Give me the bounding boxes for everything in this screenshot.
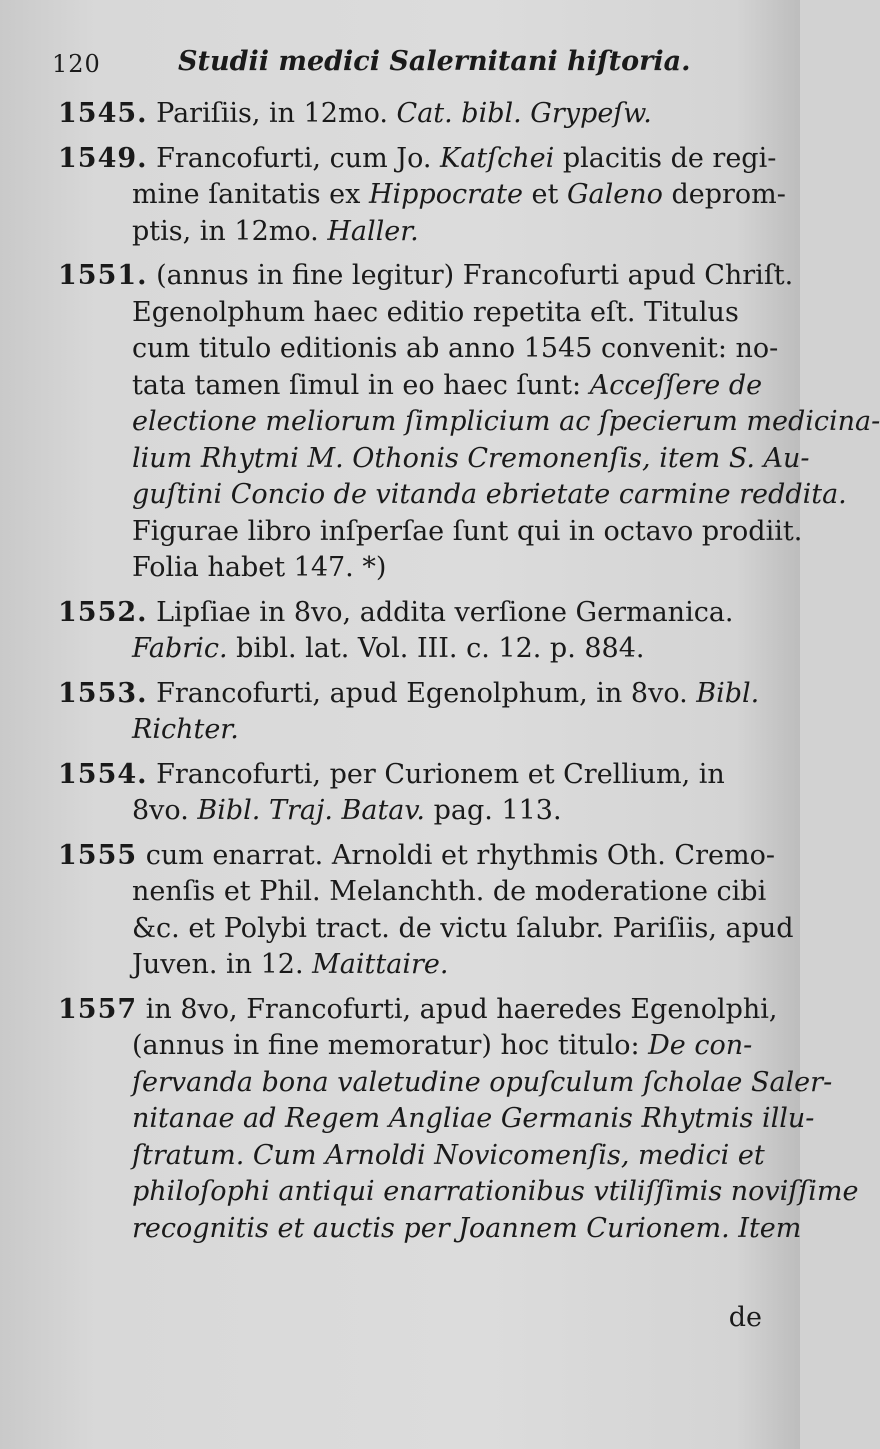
text-run: in 8vo, Francofurti, apud haeredes Egenolphi, [137,993,778,1025]
entry-line [58,1211,802,1248]
text-run: mine ſanitatis ex [132,179,369,210]
bibliography-entry [58,96,748,133]
text-run: (annus in fine memoratur) hoc titulo: [132,1030,649,1061]
italic-text: Maittaire. [312,949,449,980]
entry-year: 1551. [58,260,148,291]
entry-line [58,295,748,332]
text-run: Francofurti, cum Jo. [147,142,441,174]
entry-line [58,550,748,587]
italic-text: philoſophi antiqui enarrationibus vtiliſſimis noviſſime [132,1176,859,1207]
entry-line [58,631,748,668]
italic-text: Hippocrate [368,179,523,210]
text-run: Juven. in 12. [132,949,313,980]
entry-line [58,793,748,830]
text-run: Francofurti, apud Egenolphum, in 8vo. [147,677,697,709]
entry-line [58,947,748,984]
italic-text: De con- [648,1030,753,1061]
text-run: cum titulo editionis ab anno 1545 convenit: no- [132,333,779,364]
entry-year: 1553. [58,677,148,709]
italic-text: ſtratum. Cum Arnoldi Novicomenſis, medici et [132,1139,765,1171]
entry-line [58,441,810,478]
text-run: placitis de regi- [554,142,777,174]
entry-line [58,477,847,514]
text-run: cum enarrat. Arnoldi et rhythmis Oth. Cremo- [137,839,775,871]
text-run: ptis, in 12mo. [132,215,328,247]
text-run: pag. 113. [425,795,562,826]
italic-text: Bibl. Traj. Batav. [197,795,426,826]
bibliography-entry [58,258,880,587]
entry-line [58,404,880,441]
text-run: Egenolphum haec editio repetita eſt. Titulus [132,296,739,328]
italic-text: Acceſſere de [589,369,763,401]
page-number: 120 [52,50,101,78]
text-run: (annus in fine legitur) Francofurti apud Chriſt. [147,260,794,291]
entry-year: 1549. [58,142,148,174]
entry-line [58,712,748,749]
running-title: Studii medici Salernitani hiſtoria. [178,46,691,77]
entry-line [58,141,777,178]
bibliography-entry [58,595,748,668]
text-run: Pariſiis, in 12mo. [147,98,397,129]
entry-line [58,911,794,948]
entry-line [58,595,748,632]
entry-year: 1554. [58,758,148,790]
catchword: de [728,1302,762,1333]
italic-text: Haller. [327,215,419,247]
entry-line [58,874,767,911]
entry-line [58,992,778,1029]
text-run: nenſis et Phil. Melanchth. de moderatione cibi [132,876,767,907]
entry-line [58,368,763,405]
page-header [52,44,760,84]
bibliography-entries [58,96,880,1255]
entry-year: 1555 [58,839,138,871]
entry-line [58,331,779,368]
italic-text: nitanae ad Regem Angliae Germanis Rhytmis illu- [132,1103,815,1134]
text-run: &c. et Polybi tract. de victu ſalubr. Pariſiis, apud [132,912,794,944]
bibliography-entry [58,676,760,749]
bibliography-entry [58,992,859,1248]
entry-line [58,1138,765,1175]
entry-year: 1552. [58,596,148,628]
italic-text: Fabric. [132,633,228,664]
italic-text: recognitis et auctis per Joannem Curionem. Item [132,1212,802,1244]
text-run: Figurae libro inſperſae ſunt qui in octavo prodiit. [132,515,803,547]
italic-text: guſtini Concio de vitanda ebrietate carmine reddita. [132,479,847,510]
italic-text: Katſchei [440,142,555,174]
text-run: et [522,179,567,210]
italic-text: Galeno [566,179,663,210]
entry-line [58,514,803,551]
bibliography-entry [58,838,794,984]
text-run: Folia habet 147. *) [132,552,387,583]
entry-line [58,757,748,794]
bibliography-entry [58,141,786,251]
entry-year: 1545. [58,98,148,129]
entry-year: 1557 [58,993,138,1025]
entry-line [58,214,748,251]
entry-line [58,1028,753,1065]
entry-line [58,1174,859,1211]
entry-line [58,1101,815,1138]
bibliography-entry [58,757,748,830]
entry-line [58,1065,833,1102]
text-run: bibl. lat. Vol. III. c. 12. p. 884. [227,633,645,664]
entry-line [58,676,760,713]
text-run: tata tamen ſimul in eo haec ſunt: [132,369,590,401]
italic-text: Cat. bibl. Grypeſw. [396,98,652,129]
entry-line [58,838,775,875]
text-run: deprom- [662,179,786,210]
text-run: 8vo. [132,795,198,826]
entry-line [58,177,786,214]
italic-text: electione meliorum ſimplicium ac ſpecierum medicina- [132,406,880,437]
italic-text: Bibl. [696,677,760,709]
italic-text: Richter. [132,714,239,745]
text-run: Lipſiae in 8vo, addita verſione Germanica. [147,596,734,628]
italic-text: lium Rhytmi M. Othonis Cremonenſis, item S. Au- [132,442,810,474]
entry-line [58,258,794,295]
text-run: Francofurti, per Curionem et Crellium, in [147,758,725,790]
entry-line [58,96,748,133]
italic-text: ſervanda bona valetudine opuſculum ſcholae Saler- [132,1066,833,1098]
